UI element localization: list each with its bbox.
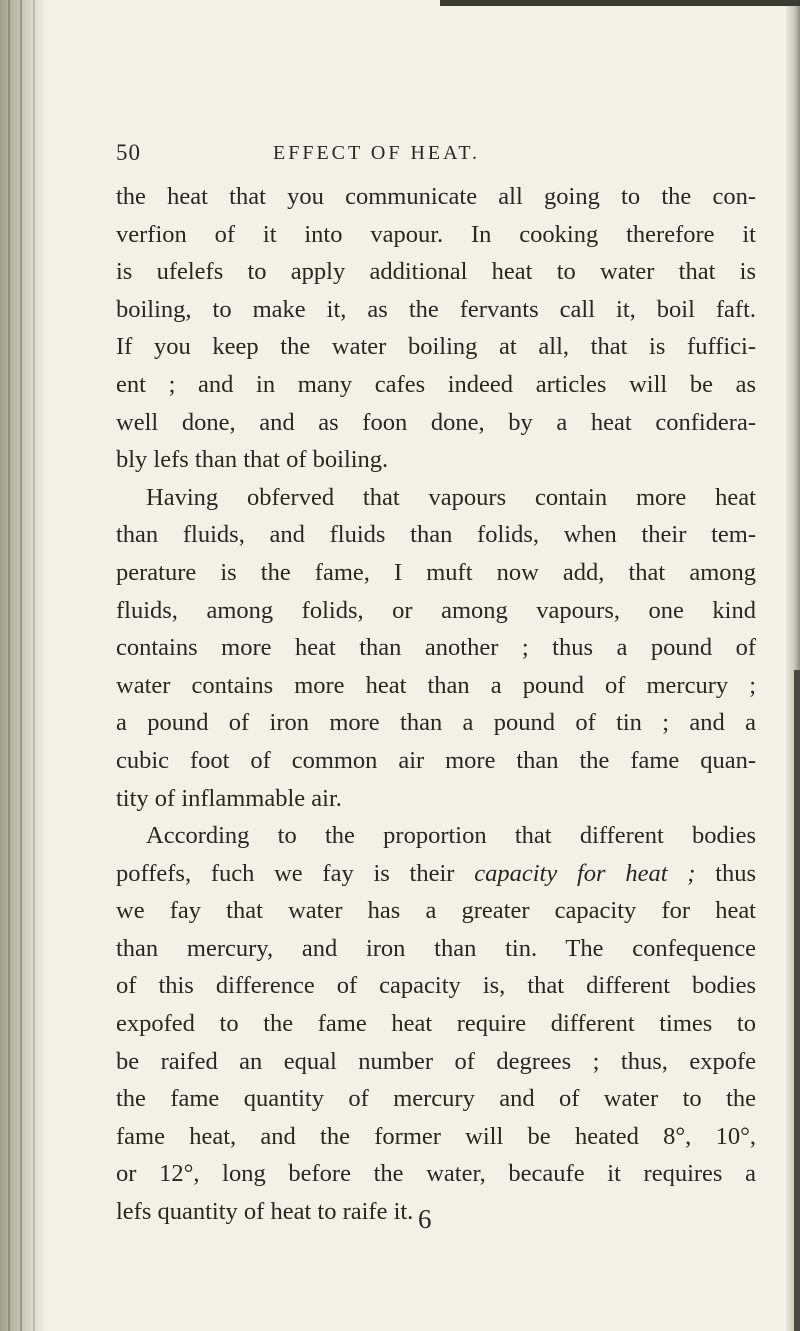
text-line: verfion of it into vapour. In cooking therefore it — [116, 220, 756, 248]
text-line-mixed — [116, 855, 756, 893]
text-segment: poffefs, fuch we fay is their — [116, 859, 455, 887]
running-title: EFFECT OF HEAT. — [273, 142, 481, 164]
gutter-line — [33, 0, 35, 1331]
signature-mark: 6 — [418, 1204, 432, 1234]
text-line: cubic foot of common air more than the fame quan- — [116, 746, 756, 774]
text-line: water contains more heat than a pound of mercury ; — [116, 671, 756, 699]
running-head — [116, 140, 756, 172]
italic-phrase: capacity for heat ; — [474, 859, 696, 887]
text-line: the heat that you communicate all going to the con- — [116, 183, 756, 210]
text-line: we fay that water has a greater capacity for heat — [116, 897, 756, 925]
text-line: fluids, among folids, or among vapours, one kind — [116, 596, 756, 624]
page-right-edge-shadow — [794, 670, 800, 1331]
text-line: or 12°, long before the water, becaufe it requires a — [116, 1160, 756, 1188]
page-top-edge — [440, 0, 800, 6]
text-line: lefs quantity of heat to raife it. — [116, 1198, 414, 1226]
text-segment: thus — [715, 859, 757, 887]
text-line: If you keep the water boiling at all, that is fuffici- — [116, 333, 756, 361]
text-line: of this difference of capacity is, that different bodies — [116, 972, 756, 1000]
gutter-line — [8, 0, 10, 1331]
text-line: the fame quantity of mercury and of water to the — [116, 1085, 756, 1113]
page-number: 50 — [116, 140, 141, 165]
text-line: is ufelefs to apply additional heat to water that is — [116, 258, 756, 286]
text-line: Having obferved that vapours contain more heat — [146, 483, 756, 511]
text-line: well done, and as foon done, by a heat confidera- — [116, 408, 756, 436]
text-line: perature is the fame, I muft now add, that among — [116, 558, 756, 586]
text-line: than mercury, and iron than tin. The confequence — [116, 934, 756, 962]
text-line: fame heat, and the former will be heated 8°, 10°, — [116, 1122, 756, 1150]
text-line: bly lefs than that of boiling. — [116, 446, 389, 474]
text-line: be raifed an equal number of degrees ; thus, expofe — [116, 1047, 756, 1075]
body-text — [116, 178, 756, 1231]
gutter-line — [20, 0, 22, 1331]
text-line: According to the proportion that different bodies — [146, 822, 756, 850]
text-line: a pound of iron more than a pound of tin ; and a — [116, 709, 756, 737]
text-line: contains more heat than another ; thus a pound of — [116, 634, 756, 662]
text-line: expofed to the fame heat require different times to — [116, 1010, 756, 1038]
page-gutter — [0, 0, 44, 1331]
text-line: tity of inflammable air. — [116, 784, 342, 812]
text-line: ent ; and in many cafes indeed articles will be as — [116, 370, 756, 398]
text-line: than fluids, and fluids than folids, when their tem- — [116, 521, 756, 549]
text-line: boiling, to make it, as the fervants call it, boil faft. — [116, 295, 756, 323]
